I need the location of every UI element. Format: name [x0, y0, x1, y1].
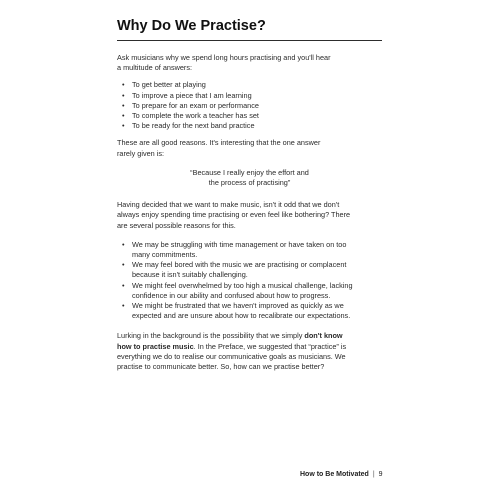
page-footer	[300, 471, 400, 478]
answer-item: • To be ready for the next band practice	[132, 121, 382, 131]
lurking-text: . In the Preface, we suggested that “practice” is	[193, 341, 347, 351]
lurking-text: practise to communicate better. So, how can we practise better?	[117, 362, 325, 372]
quote-line-2: the process of practising”	[208, 178, 291, 188]
reason-line: many commitments.	[132, 250, 198, 260]
reason-line: We might feel overwhelmed by too high a musical challenge, lacking	[132, 280, 353, 290]
lurking-text: Lurking in the background is the possibility that we simply	[117, 331, 305, 341]
reason-line: because it isn't suitably challenging.	[132, 270, 248, 280]
decided-line-1: Having decided that we want to make music, isn't it odd that we don't	[117, 200, 340, 210]
answers-list	[117, 80, 382, 131]
good-reasons-line-1: These are all good reasons. It's interesting that the one answer	[117, 138, 321, 148]
intro-line-2: a multitude of answers:	[117, 63, 193, 73]
decided-paragraph	[117, 200, 382, 231]
section-heading: Why Do We Practise?	[117, 18, 382, 41]
reason-item	[132, 281, 382, 301]
reason-line: We may be struggling with time management or have taken on too	[132, 239, 347, 249]
reason-line: We might be frustrated that we haven't improved as quickly as we	[132, 301, 344, 311]
lurking-paragraph	[117, 331, 382, 372]
page-number: 9	[378, 471, 383, 478]
reason-line: We may feel bored with the music we are practising or complacent	[132, 260, 347, 270]
answer-item: • To complete the work a teacher has set	[132, 111, 382, 121]
intro-paragraph	[117, 53, 382, 73]
answer-item: • To improve a piece that I am learning	[132, 91, 382, 101]
decided-line-2: always enjoy spending time practising or even feel like bothering? There	[117, 210, 351, 220]
pull-quote	[117, 168, 382, 188]
footer-separator: |	[372, 471, 375, 478]
good-reasons-paragraph	[117, 138, 382, 158]
reason-line: expected and are unsure about how to recalibrate our expectations.	[132, 311, 351, 321]
answer-item: • To prepare for an exam or performance	[132, 101, 382, 111]
lurking-text: everything we do to realise our communicative goals as musicians. We	[117, 351, 346, 361]
reason-line: confidence in our ability and confused about how to progress.	[132, 290, 331, 300]
quote-line-1: “Because I really enjoy the effort and	[190, 167, 309, 177]
reason-item	[132, 240, 382, 260]
intro-line-1: Ask musicians why we spend long hours practising and you'll hear	[117, 53, 331, 62]
reason-item	[132, 260, 382, 280]
bold-phrase: don't know	[304, 331, 343, 341]
reasons-list	[117, 240, 382, 322]
footer-section-title: How to Be Motivated	[300, 471, 369, 478]
bold-phrase: how to practise music	[117, 341, 194, 351]
good-reasons-line-2: rarely given is:	[117, 148, 165, 158]
page-content	[117, 18, 382, 372]
answer-item: • To get better at playing	[132, 80, 382, 90]
reason-item	[132, 301, 382, 321]
decided-line-3: are several possible reasons for this.	[117, 220, 236, 230]
